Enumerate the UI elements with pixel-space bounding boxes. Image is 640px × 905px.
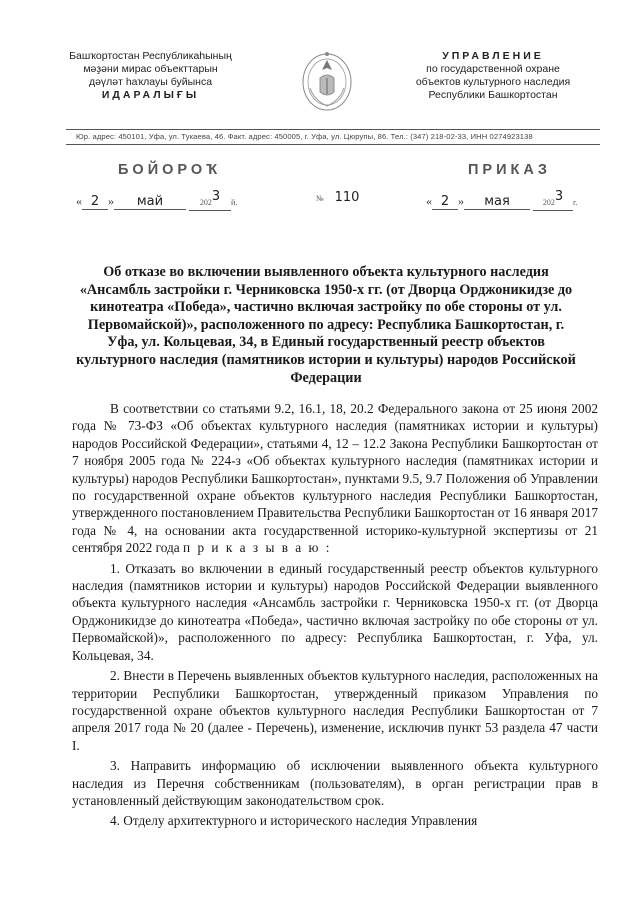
preamble-text: В соответствии со статьями 9.2, 16.1, 18, 20.2 Федерального закона от 25 июня 2002 года № 73-ФЗ «Об объектах культурного наследия (памятниках истории и культуры) народов Российской Федерации», статьями 4, 12 – 12.2 Закона Республики Башкортостан от 7 ноября 2005 года № 224-з «Об объектах культурного наследия (памятниках истории и культуры) народов Республики Башкортостан», пунктами 9.5, 9.7 Положения об Управлении по государственной охране объектов культурного наследия Республики Башкортостан, утвержденного постановлением Правительства Республики Башкортостан от 16 января 2017 года № 4, на основании акта государственной историко-культурной экспертизы от 21 сентября 2022 года <box>72 401 598 556</box>
date-left-close-quote: » <box>108 194 114 208</box>
date-right-day: 2 <box>432 195 458 210</box>
date-left-month: май <box>114 195 186 210</box>
date-right-month: мая <box>464 195 530 210</box>
header-right-line3: Республики Башкортостан <box>428 89 558 101</box>
date-right <box>426 190 577 211</box>
date-left <box>76 190 237 211</box>
header-left-line2: мәҙәни мирас объекттарын <box>83 63 218 75</box>
item-4: 4. Отделу архитектурного и исторического наследия Управления <box>110 813 478 829</box>
item-3: 3. Направить информацию об исключении выявленного объекта культурного наследия из Перечня собственникам (пользователям), в орган регистрации прав в установленный действующим законодательством срок. <box>72 758 598 808</box>
document-body <box>72 400 598 833</box>
header-left-org: ИДАРАЛЫҒЫ <box>101 89 200 101</box>
header-right-block <box>398 50 588 102</box>
date-right-year-digit: 3 <box>554 189 564 204</box>
header-right-line2: объектов культурного наследия <box>415 76 571 88</box>
date-right-close-quote: » <box>458 194 464 208</box>
date-right-suffix: г. <box>573 198 578 207</box>
header-left-line1: Башҡортостан Республикаһының <box>69 50 232 62</box>
document-title: Об отказе во включении выявленного объекта культурного наследия «Ансамбль застройки г. Черниковска 1950-х гг. (от Дворца Орджоникидзе до кинотеатра «Победа», частично включая застройку по обе стороны от ул. Первомайской)», расположенного по адресу: Республика Башкортостан, г. Уфа, ул. Кольцевая, 34, в Единый государственный реестр объектов культурного наследия (памятников истории и культуры) народов Российской Федерации <box>76 264 576 386</box>
doc-type-right: ПРИКАЗ <box>468 162 551 178</box>
order-word: п р и к а з ы в а ю : <box>183 540 332 556</box>
header-rule-top <box>66 129 600 130</box>
header-right-line1: по государственной охране <box>426 63 560 75</box>
coat-of-arms-icon <box>298 48 356 114</box>
item-1: 1. Отказать во включении в единый государственный реестр объектов культурного наследия (памятников истории и культуры) народов Российской Федерации выявленного объекта культурного наследия «Ансамбль застройки г. Черниковска 1950-х гг. (от Дворца Орджоникидзе до кинотеатра «Победа», частично включая застройку по обе стороны от ул. Первомайской)», расположенного по адресу: Республика Башкортостан, г. Уфа, ул. Кольцевая, 34. <box>72 560 598 663</box>
number-sign: № <box>316 194 324 203</box>
header-left-block <box>48 50 253 102</box>
item-2: 2. Внести в Перечень выявленных объектов культурного наследия, расположенных на территории Республики Башкортостан, утвержденный приказом Управления по государственной охране объектов культурного наследия Республики Башкортостан от 7 апреля 2017 года № 20 (далее - Перечень), изменение, исключив пункт 53 раздела 47 части I. <box>72 668 598 753</box>
date-left-open-quote: « <box>76 194 82 208</box>
date-right-year-prefix: 202 <box>542 198 555 207</box>
preamble-paragraph <box>72 400 598 557</box>
date-left-year-prefix: 202 <box>199 198 212 207</box>
date-left-year-digit: 3 <box>211 189 221 204</box>
header-rule-bottom <box>66 144 600 145</box>
header-left-line3: дәүләт һаҡлауы буйынса <box>88 76 213 88</box>
date-right-open-quote: « <box>426 194 432 208</box>
address-line: Юр. адрес: 450101, Уфа, ул. Тукаева, 46. Факт. адрес: 450005, г. Уфа, ул. Цюрупы, 86. Тел.: (347) 218-02-33, ИНН 0274923138 <box>76 132 533 141</box>
number-value: 110 <box>334 190 360 205</box>
doc-number <box>316 190 359 205</box>
doc-type-left: БОЙОРОҠ <box>118 162 222 178</box>
header-right-org: УПРАВЛЕНИЕ <box>442 50 544 62</box>
date-left-day: 2 <box>82 195 108 210</box>
date-left-suffix: й. <box>231 198 238 207</box>
